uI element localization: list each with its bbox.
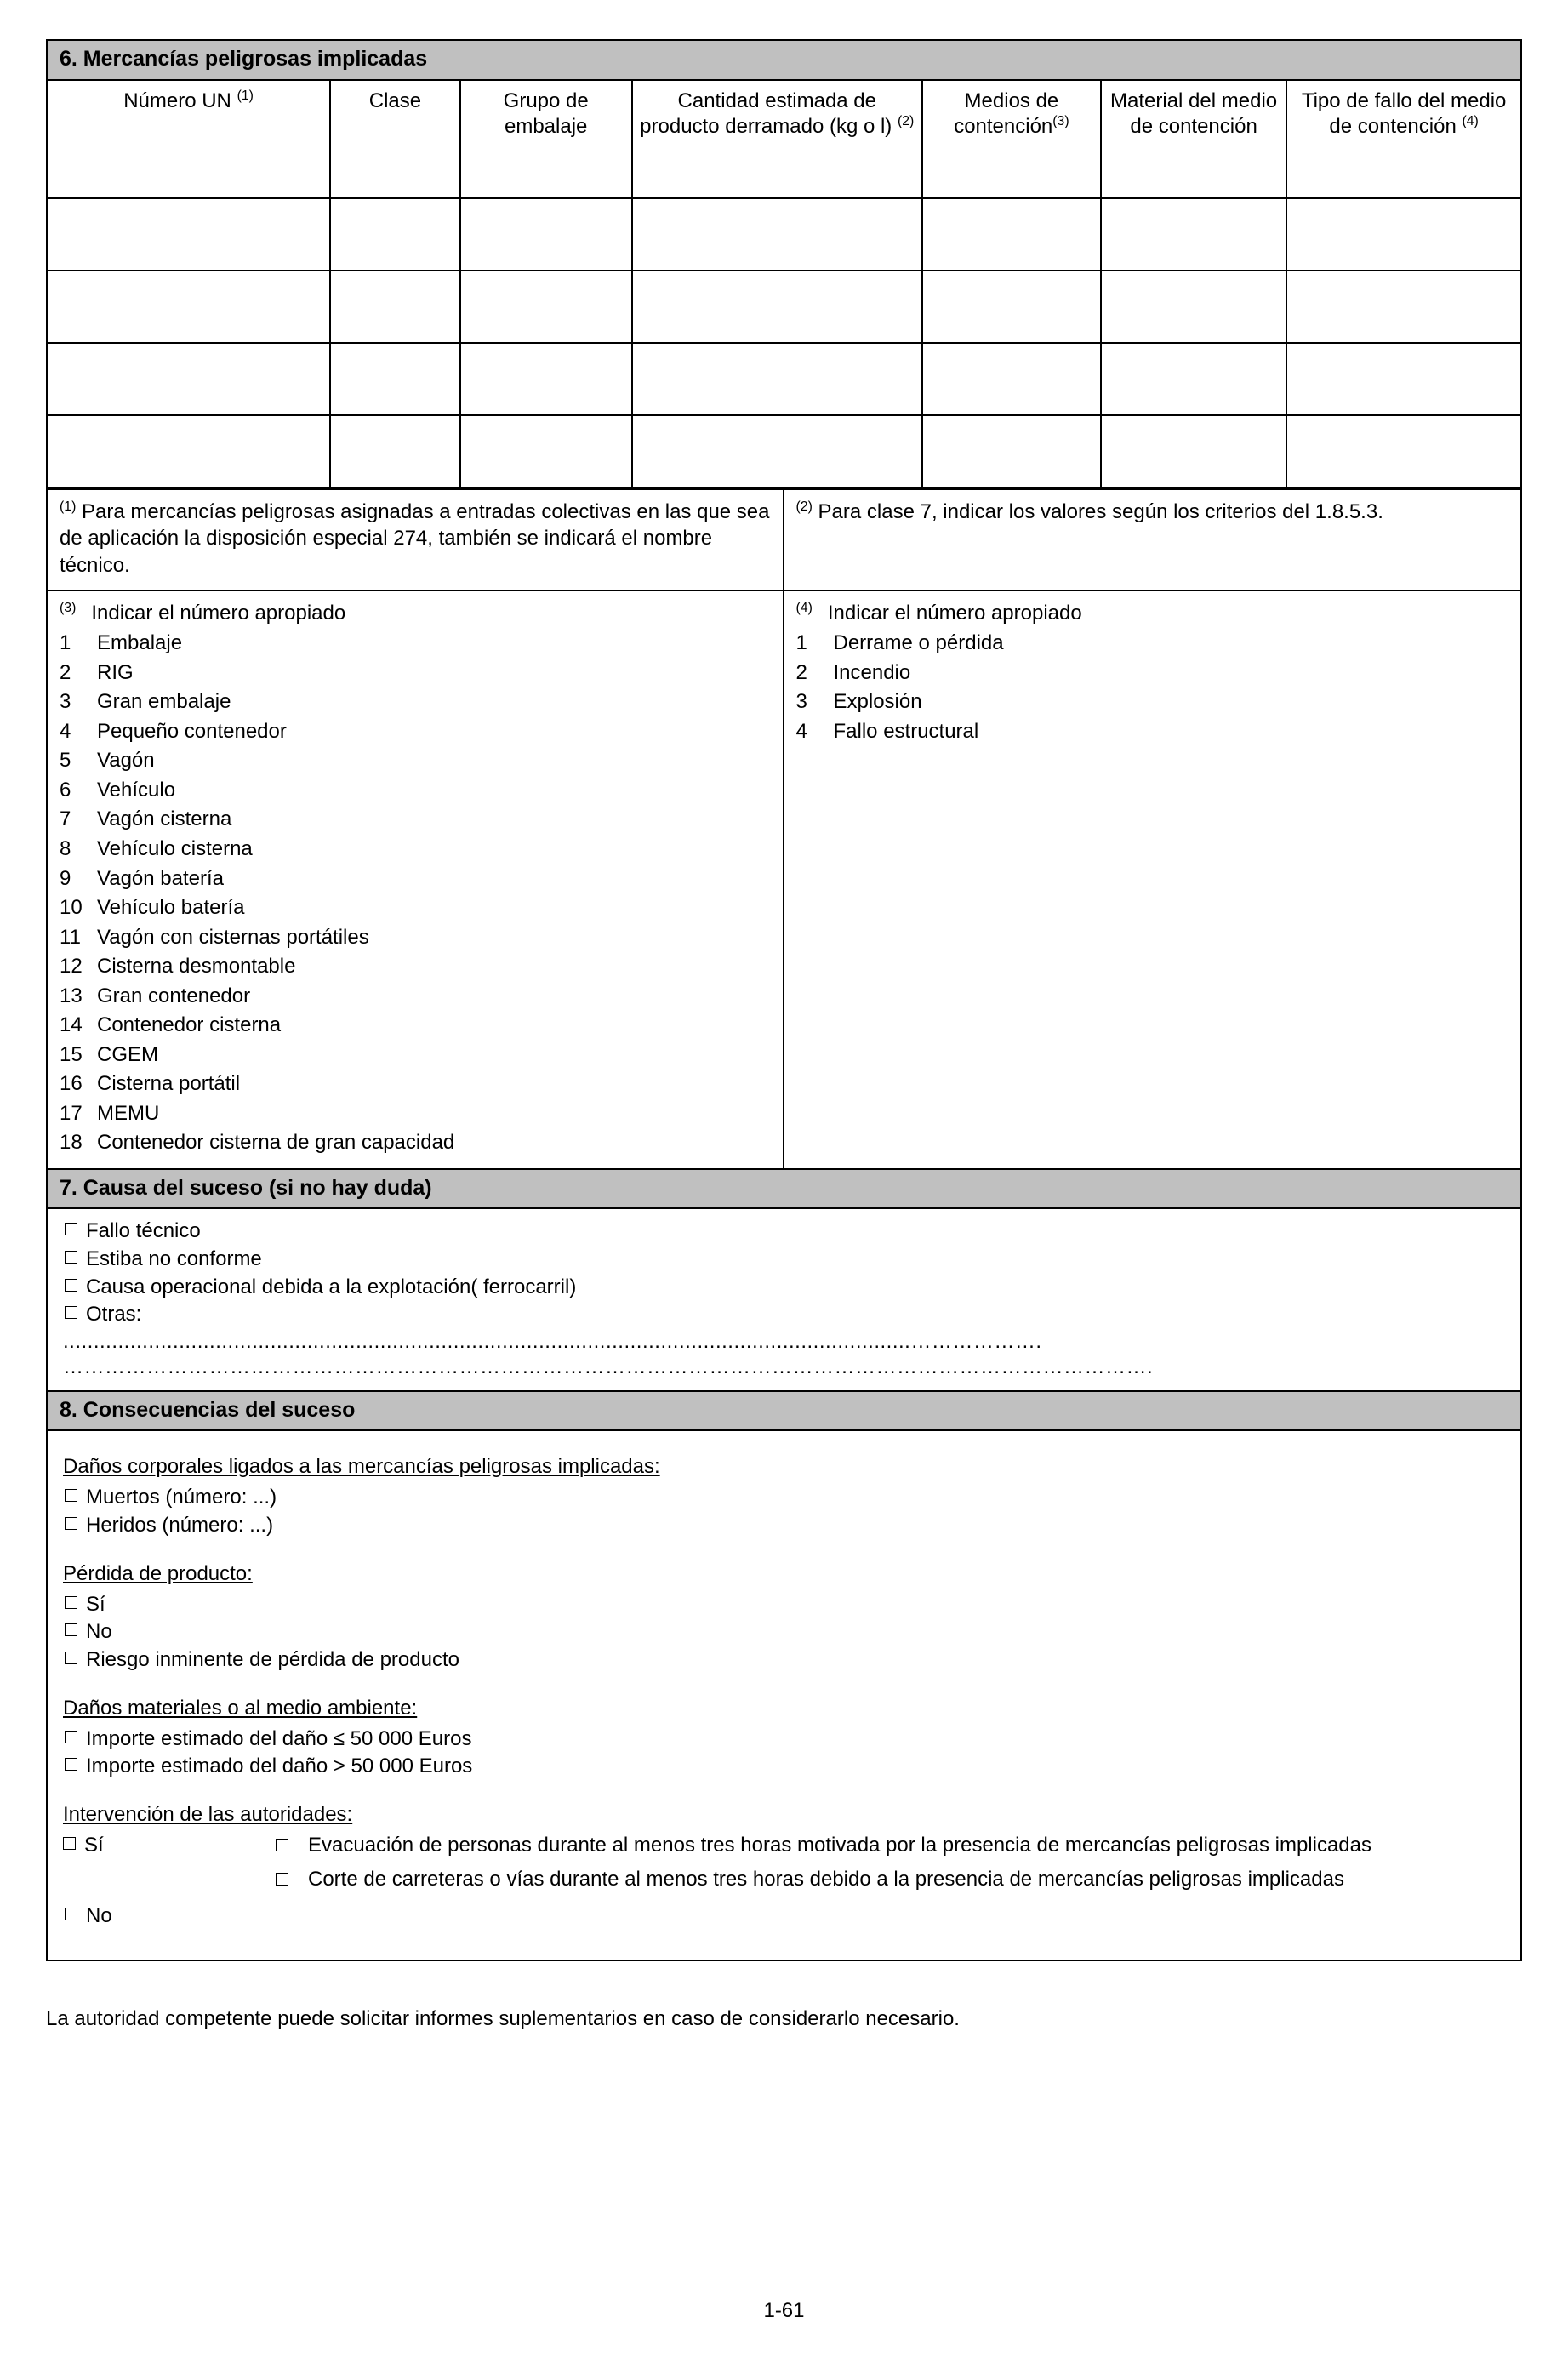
checkbox-label: Estiba no conforme: [86, 1247, 262, 1271]
checkbox-row-fallo-tecnico[interactable]: [63, 1218, 1507, 1246]
footnote-2: [784, 490, 1521, 590]
checkbox[interactable]: [63, 1837, 76, 1850]
authorities-suboption-evacuacion[interactable]: [276, 1832, 1507, 1862]
checkbox[interactable]: [65, 1596, 77, 1609]
checkbox[interactable]: [65, 1758, 77, 1771]
checkbox-label: Causa operacional debida a la explotación( ferrocarril): [86, 1275, 577, 1298]
checkbox[interactable]: [276, 1873, 288, 1886]
checkbox-row-riesgo-inminente[interactable]: [63, 1646, 1507, 1675]
cell-containment-material[interactable]: [1101, 343, 1286, 415]
list-item: 7 Vagón cisterna: [60, 807, 232, 831]
checkbox[interactable]: [65, 1306, 77, 1319]
table-row[interactable]: [48, 198, 1520, 271]
cell-packing-group[interactable]: [460, 198, 632, 271]
cell-class[interactable]: [330, 198, 460, 271]
table-row[interactable]: [48, 343, 1520, 415]
cell-containment-material[interactable]: [1101, 198, 1286, 271]
checkbox-row-importe-mayor[interactable]: [63, 1753, 1507, 1781]
cell-class[interactable]: [330, 343, 460, 415]
list-item: 3 Gran embalaje: [60, 690, 231, 714]
checkbox-label: Evacuación de personas durante al menos tres horas motivada por la presencia de mercancías peligrosas implicadas: [308, 1833, 1372, 1857]
list-item: 5 Vagón: [60, 749, 155, 773]
cell-containment-material[interactable]: [1101, 271, 1286, 343]
footnote-1: [48, 490, 784, 590]
section-8-body: [48, 1431, 1520, 1959]
checkbox-row-causa-operacional[interactable]: [63, 1274, 1507, 1302]
checkbox-row-importe-menor[interactable]: [63, 1726, 1507, 1754]
cell-containment-means[interactable]: [922, 415, 1101, 488]
footnote-1-marker: (1): [60, 499, 77, 514]
cell-failure-type[interactable]: [1286, 198, 1520, 271]
checkbox-row-heridos[interactable]: [63, 1512, 1507, 1540]
subsection-title-intervencion-autoridades: Intervención de las autoridades:: [63, 1802, 353, 1826]
cell-un-number[interactable]: [48, 343, 330, 415]
subsection-title-perdida-producto: Pérdida de producto:: [63, 1561, 253, 1585]
checkbox-label: Riesgo inminente de pérdida de producto: [86, 1647, 459, 1671]
footer-note: La autoridad competente puede solicitar informes suplementarios en caso de considerarlo necesario.: [46, 2006, 960, 2030]
dotted-input-line-1[interactable]: ...........................................................................................................................................……………….: [63, 1329, 1042, 1353]
authorities-suboption-corte-carreteras[interactable]: [276, 1866, 1507, 1896]
column-header-containment-material: Material del medio de contención: [1101, 81, 1286, 198]
cell-containment-material[interactable]: [1101, 415, 1286, 488]
checkbox-label: Otras:: [86, 1303, 142, 1326]
list-item: 11 Vagón con cisternas portátiles: [60, 925, 369, 949]
checkbox-label: Sí: [84, 1833, 104, 1857]
checkbox[interactable]: [65, 1517, 77, 1530]
cell-class[interactable]: [330, 415, 460, 488]
cell-failure-type[interactable]: [1286, 415, 1520, 488]
checkbox-wrap[interactable]: [276, 1832, 308, 1862]
cell-containment-means[interactable]: [922, 271, 1101, 343]
checkbox[interactable]: [65, 1489, 77, 1502]
checkbox[interactable]: [65, 1279, 77, 1292]
checkbox-label: Corte de carreteras o vías durante al menos tres horas debido a la presencia de mercancías peligrosas implicadas: [308, 1868, 1344, 1891]
footnotes-row-1: [48, 488, 1520, 590]
page-number: 1-61: [763, 2299, 805, 2322]
section-7-body: [48, 1209, 1520, 1390]
cell-un-number[interactable]: [48, 198, 330, 271]
list-item: 17 MEMU: [60, 1101, 160, 1125]
list-item: 10 Vehículo batería: [60, 896, 245, 920]
checkbox[interactable]: [65, 1223, 77, 1235]
checkbox[interactable]: [65, 1908, 77, 1920]
list-item: 6 Vehículo: [60, 778, 176, 802]
cell-quantity[interactable]: [632, 415, 922, 488]
list-item: 3 Explosión: [795, 690, 922, 714]
section-8-header: 8. Consecuencias del suceso: [48, 1390, 1520, 1432]
dangerous-goods-table: [48, 81, 1520, 488]
cell-quantity[interactable]: [632, 343, 922, 415]
footnote-3-text: Indicar el número apropiado: [91, 602, 346, 625]
list-item: 9 Vagón batería: [60, 866, 225, 890]
list-item: 2 Incendio: [795, 660, 911, 684]
form-container: [46, 39, 1522, 1961]
checkbox-label: No: [86, 1620, 112, 1644]
column-header-estimated-quantity: Cantidad estimada de producto derramado (kg o l) $^{(2)}$: [632, 81, 922, 198]
authorities-row-yes: [63, 1832, 1507, 1862]
list-item: 13 Gran contenedor: [60, 984, 251, 1007]
table-row[interactable]: [48, 271, 1520, 343]
checkbox-row-intervencion-si[interactable]: [63, 1832, 276, 1862]
checkbox-row-otras[interactable]: [63, 1301, 1507, 1329]
checkbox-label: Sí: [86, 1592, 105, 1616]
checkbox-label: Importe estimado del daño ≤ 50 000 Euros: [86, 1726, 472, 1750]
table-row[interactable]: [48, 415, 1520, 488]
checkbox-row-perdida-no[interactable]: [63, 1618, 1507, 1646]
footnote-2-marker: (2): [795, 499, 813, 514]
subsection-title-danos-materiales: Daños materiales o al medio ambiente:: [63, 1696, 418, 1720]
cell-packing-group[interactable]: [460, 271, 632, 343]
checkbox-label: Heridos (número: ...): [86, 1514, 274, 1538]
list-item: 12 Cisterna desmontable: [60, 955, 296, 978]
checkbox[interactable]: [65, 1623, 77, 1636]
checkbox-label: Muertos (número: ...): [86, 1486, 277, 1509]
cell-un-number[interactable]: [48, 271, 330, 343]
section-7-header: 7. Causa del suceso (si no hay duda): [48, 1168, 1520, 1210]
list-item: 14 Contenedor cisterna: [60, 1013, 282, 1037]
footnote-3-marker: (3): [60, 601, 77, 616]
footnote-2-text: Para clase 7, indicar los valores según los criterios del 1.8.5.3.: [818, 499, 1383, 523]
list-item: 1 Derrame o pérdida: [795, 631, 1004, 655]
checkbox-row-estiba[interactable]: [63, 1246, 1507, 1274]
cell-packing-group[interactable]: [460, 343, 632, 415]
spacer: [63, 1866, 276, 1896]
footnote-1-text: Para mercancías peligrosas asignadas a entradas colectivas en las que sea de aplicación la disposición especial 274, también se indicará el nombre técnico.: [60, 499, 770, 578]
column-header-containment-means: Medios de contención$^{(3)}$: [922, 81, 1101, 198]
checkbox[interactable]: [65, 1251, 77, 1264]
list-item: 8 Vehículo cisterna: [60, 836, 253, 860]
dotted-input-line-2[interactable]: ………………………………………………………………………………………………………………………………………….: [63, 1355, 1154, 1378]
cell-quantity[interactable]: [632, 271, 922, 343]
cell-un-number[interactable]: [48, 415, 330, 488]
list-item: 18 Contenedor cisterna de gran capacidad: [60, 1131, 455, 1155]
column-header-packing-group: Grupo de embalaje: [460, 81, 632, 198]
list-item: 1 Embalaje: [60, 631, 183, 655]
cell-failure-type[interactable]: [1286, 343, 1520, 415]
footnote-4-marker: (4): [795, 601, 813, 616]
checkbox-row-muertos[interactable]: [63, 1484, 1507, 1512]
subsection-title-danos-corporales: Daños corporales ligados a las mercancías peligrosas implicadas:: [63, 1455, 660, 1479]
footnote-4-text: Indicar el número apropiado: [827, 602, 1082, 625]
column-header-un-number: Número UN $^{(1)}$: [48, 81, 330, 198]
list-item: 4 Pequeño contenedor: [60, 719, 287, 743]
checkbox[interactable]: [276, 1839, 288, 1851]
footnote-3: [48, 591, 784, 1168]
footnote-4: [784, 591, 1521, 1168]
cell-packing-group[interactable]: [460, 415, 632, 488]
list-item: 15 CGEM: [60, 1042, 158, 1066]
column-header-class: Clase: [330, 81, 460, 198]
table-header-row: [48, 81, 1520, 198]
checkbox-label: Importe estimado del daño > 50 000 Euros: [86, 1754, 473, 1778]
cell-class[interactable]: [330, 271, 460, 343]
footnotes-row-2: [48, 590, 1520, 1168]
cell-failure-type[interactable]: [1286, 271, 1520, 343]
checkbox-row-intervencion-no[interactable]: [63, 1903, 1507, 1931]
authorities-row-sub2: [63, 1866, 1507, 1896]
checkbox-label: No: [86, 1904, 112, 1928]
list-item: 16 Cisterna portátil: [60, 1072, 241, 1096]
column-header-failure-type: Tipo de fallo del medio de contención $^{(4)}$: [1286, 81, 1520, 198]
section-6-header: 6. Mercancías peligrosas implicadas: [48, 41, 1520, 81]
checkbox-row-perdida-si[interactable]: [63, 1591, 1507, 1619]
cell-quantity[interactable]: [632, 198, 922, 271]
cell-containment-means[interactable]: [922, 343, 1101, 415]
list-item: 4 Fallo estructural: [795, 719, 979, 743]
checkbox-wrap[interactable]: [276, 1866, 308, 1896]
checkbox[interactable]: [65, 1652, 77, 1664]
checkbox-label: Fallo técnico: [86, 1219, 201, 1243]
cell-containment-means[interactable]: [922, 198, 1101, 271]
checkbox[interactable]: [65, 1731, 77, 1743]
list-item: 2 RIG: [60, 660, 134, 684]
